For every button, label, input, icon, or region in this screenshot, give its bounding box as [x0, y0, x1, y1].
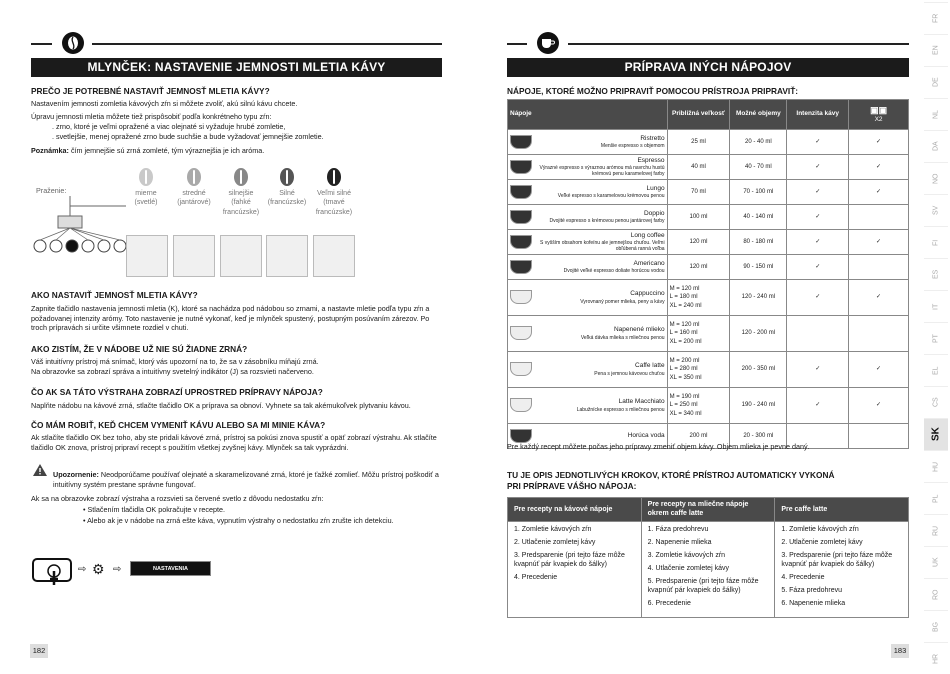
beverage-cell [508, 316, 668, 352]
col-header: Pre recepty na kávové nápoje [508, 498, 642, 522]
roast-label: Praženie: [36, 186, 67, 195]
cup-icon [510, 210, 532, 224]
step-item: 2. Napenenie mlieka [647, 538, 712, 546]
size-value: M = 120 ml [669, 322, 700, 329]
warning-icon [33, 464, 47, 476]
warning [53, 470, 443, 489]
size-cell [667, 388, 730, 424]
language-tab-sv[interactable]: SV [924, 194, 948, 226]
step-item: 4. Utlačenie zomletej kávy [647, 565, 729, 573]
roast-level-medium [168, 168, 220, 208]
header-rule-left [31, 43, 52, 45]
bullet: • Stlačením tlačidla OK pokračujte v recepte. [83, 505, 225, 514]
beverage-cell [508, 230, 668, 255]
table-row [508, 316, 909, 352]
volume-cell: 190 - 240 ml [730, 388, 787, 424]
beverage-name: Horúca voda [627, 431, 665, 439]
language-tab-ro[interactable]: RO [924, 578, 948, 610]
roast-level-label: stredné [182, 190, 206, 197]
volume-cell: 120 - 240 ml [730, 280, 787, 316]
paragraph: Na obrazovke sa zobrazí správa a intuitívny svetelný indikátor (J) sa rozsvieti načerveno. [31, 367, 314, 376]
header-rule-right [92, 43, 442, 45]
note-text: čím jemnejšie sú zrná zomleté, tým výraznejšia je ich aróma. [68, 146, 265, 155]
roast-level-label: (jantárové) [177, 199, 211, 207]
page-number: 182 [30, 644, 48, 658]
roast-level-light [120, 168, 172, 208]
paragraph: Zapnite tlačidlo nastavenia jemnosti mletia (K), ktoré sa nachádza pod nádobou so zrnami, a nastavte mletie podľa typu zŕn a požadovanej intenzity arómy. Toto nastavenie je nutné vykonať, keď je mlynček spustený, postupným posúvaním zárezov. Po troch prípravách si určite všimnete rozdiel v chuti. [31, 304, 430, 333]
grind-setting-image [220, 235, 262, 277]
size-value: L = 160 ml [669, 330, 698, 337]
grind-setting-image [313, 235, 355, 277]
size-value: M = 120 ml [669, 286, 700, 293]
steps-cell [775, 521, 909, 617]
beverage-cell [508, 130, 668, 155]
roast-level-label: (svetlé) [134, 199, 158, 207]
beverage-desc: Menšie espresso s objemom [600, 143, 665, 150]
table-row [508, 388, 909, 424]
bullet: • Alebo ak je v nádobe na zrná ešte káva, vypnutím výstrahy o nedostatku zŕn zrušte ich detekciu. [83, 516, 394, 525]
warning-label: Upozornenie: [53, 470, 99, 479]
language-tab-fi[interactable]: FI [924, 226, 948, 258]
header-rule-left [507, 43, 527, 45]
table-row [508, 205, 909, 230]
language-tab-fr[interactable]: FR [924, 2, 948, 34]
double-cup-cell [849, 424, 909, 449]
coffee-bean-icon [139, 168, 153, 186]
coffee-bean-icon [234, 168, 248, 186]
bullet: . svetlejšie, menej opražené zrno bude suchšie a bude vyžadovať jemnejšie zomletie. [52, 132, 324, 141]
beverage-name: Americano [633, 259, 665, 267]
double-cup-cell: ✓ [849, 155, 909, 180]
roast-level-very-strong [308, 168, 360, 217]
double-cup-icon: ▣▣ [870, 105, 888, 116]
arrow-icon: ⇨ [113, 564, 122, 575]
volume-cell: 70 - 100 ml [730, 180, 787, 205]
cup-icon [510, 185, 532, 199]
intensity-cell [787, 316, 849, 352]
table-note: Pre každý recept môžete počas jeho prípravy zmeniť objem kávy. Objem mlieka je pevne daný. [507, 442, 810, 451]
language-tab-es[interactable]: ES [924, 258, 948, 290]
intensity-cell: ✓ [787, 230, 849, 255]
table-row [508, 255, 909, 280]
beverage-table [507, 99, 909, 449]
step-item: 3. Zomletie kávových zŕn [647, 552, 726, 560]
beverage-desc: Dvojité veľké espresso doliate horúcou vodou [563, 268, 665, 275]
steps-cell [508, 521, 642, 617]
coffee-bean-icon [327, 168, 341, 186]
beverage-cell [508, 352, 668, 388]
col-header: Nápoje [508, 100, 668, 130]
header-rule-right [568, 43, 909, 45]
step-item: 6. Precedenie [647, 600, 691, 608]
coffee-bean-icon [187, 168, 201, 186]
size-cell: 70 ml [667, 180, 730, 205]
steps-table [507, 497, 909, 618]
col-header: Možné objemy [730, 100, 787, 130]
settings-button[interactable]: NASTAVENIA [130, 561, 211, 576]
section-heading: ČO AK SA TÁTO VÝSTRAHA ZOBRAZÍ UPROSTRED PRÍPRAVY NÁPOJA? [31, 387, 323, 397]
size-cell [667, 352, 730, 388]
step-item: 5. Fáza predohrevu [781, 587, 843, 595]
table-row [508, 155, 909, 180]
step-item: 1. Fáza predohrevu [647, 525, 709, 533]
section-heading: AKO NASTAVIŤ JEMNOSŤ MLETIA KÁVY? [31, 290, 198, 300]
intensity-cell: ✓ [787, 352, 849, 388]
roast-level-label: (fahké [231, 199, 251, 207]
paragraph: Ak stlačíte tlačidlo OK bez toho, aby ste pridali kávové zrná, prístroj sa pokúsi znova spustiť a opäť zobrazí výstrahu. Ak stlačíte tlačidlo OK znova, prístroj pripraví recept s použitím všetkej zvyšnej kávy. Mlynček sa tak vyprázdni. [31, 433, 437, 452]
beverage-cell [508, 180, 668, 205]
beverage-desc: Labužnícke espresso s mliečnou penou [576, 406, 665, 413]
bullet-text: Stlačením tlačidla OK pokračujte v recepte. [87, 505, 225, 514]
table-row [508, 280, 909, 316]
section-heading: NÁPOJE, KTORÉ MOŽNO PRIPRAVIŤ POMOCOU PRÍSTROJA PRIPRAVIŤ: [507, 86, 799, 96]
intensity-cell: ✓ [787, 205, 849, 230]
beverage-desc: Výrazné espresso s výraznou arómou má navrchu hustú krémovú penu karamelovej farby [539, 165, 665, 178]
beverage-desc: Veľké espresso s karamelovou krémovou penou [557, 193, 665, 200]
step-item: 4. Precedenie [781, 574, 825, 582]
size-cell [667, 280, 730, 316]
section-heading: PRI PRÍPRAVE VÁŠHO NÁPOJA: [507, 481, 637, 491]
double-cup-cell: ✓ [849, 280, 909, 316]
beverage-desc: Vyrovnaný pomer mlieka, peny a kávy [580, 298, 665, 305]
volume-cell: 20 - 300 ml [730, 424, 787, 449]
language-tab-cs[interactable]: CS [924, 386, 948, 418]
section-heading: PREČO JE POTREBNÉ NASTAVIŤ JEMNOSŤ MLETIA KÁVY? [31, 86, 270, 96]
language-tab-bg[interactable]: BG [924, 610, 948, 642]
cup-icon [510, 135, 532, 149]
cup-icon [510, 290, 532, 304]
intensity-cell: ✓ [787, 388, 849, 424]
right-page [478, 0, 920, 674]
double-cup-header [849, 100, 909, 130]
coffee-cup-icon [537, 32, 559, 54]
bullet-text: Alebo ak je v nádobe na zrná ešte káva, vypnutím výstrahy o nedostatku zŕn zrušte ich detekciu. [87, 516, 394, 525]
page-title: PRÍPRAVA INÝCH NÁPOJOV [507, 58, 909, 77]
step-item: 1. Zomletie kávových zŕn [781, 525, 859, 533]
double-cup-cell [849, 316, 909, 352]
beverage-desc: Pena s jemnou kávovou chuťou [594, 370, 665, 377]
intensity-cell: ✓ [787, 130, 849, 155]
intensity-cell: ✓ [787, 255, 849, 280]
intensity-cell: ✓ [787, 280, 849, 316]
roast-level-label: francúzske) [222, 208, 260, 216]
table-row [508, 230, 909, 255]
volume-cell: 20 - 40 ml [730, 130, 787, 155]
bullet: . zrno, ktoré je veľmi opražené a viac olejnaté si vyžaduje hrubé zomletie, [52, 122, 286, 131]
beverage-desc: S vyšším obsahom kofeínu ale jemnejšou chuťou. Veľmi obľúbená ranná voľba [540, 240, 665, 253]
language-tab-en[interactable]: EN [924, 34, 948, 66]
steps-cell [641, 521, 775, 617]
size-cell [667, 316, 730, 352]
beverage-cell [508, 280, 668, 316]
page-title: MLYNČEK: NASTAVENIE JEMNOSTI MLETIA KÁVY [31, 58, 442, 77]
left-page [0, 0, 472, 674]
step-item: 3. Predsparenie (pri tejto fáze môže kvapnúť pár kvapiek do šálky) [781, 552, 893, 569]
language-tab-it[interactable]: IT [924, 290, 948, 322]
intensity-cell: ✓ [787, 155, 849, 180]
gear-icon: ⚙ [92, 561, 105, 577]
beverage-desc: Dvojité espresso s krémovou penou jantárovej farby [549, 218, 665, 225]
volume-cell: 90 - 150 ml [730, 255, 787, 280]
step-item: 2. Utlačenie zomletej kávy [514, 538, 596, 546]
cup-icon [510, 160, 532, 174]
roast-level-label: francúzske) [315, 208, 353, 216]
roast-level-label: silnejšie [228, 190, 254, 197]
step-item: 3. Predsparenie (pri tejto fáze môže kvapnúť pár kvapiek do šálky) [514, 552, 625, 569]
col-header: Pre caffe latte [775, 498, 909, 522]
beverage-cell [508, 255, 668, 280]
steps-row [508, 521, 909, 617]
language-tab-da[interactable]: DA [924, 130, 948, 162]
paragraph: Úpravu jemnosti mletia môžete tiež prispôsobiť podľa konkrétneho typu zŕn: [31, 112, 272, 121]
grind-setting-image [173, 235, 215, 277]
grind-setting-image [126, 235, 168, 277]
beverage-name: Doppio [643, 209, 665, 217]
step-item: 4. Precedenie [514, 574, 558, 582]
language-tab-sk[interactable]: SK [924, 418, 948, 450]
language-tab-ru[interactable]: RU [924, 514, 948, 546]
language-tab-el[interactable]: EL [924, 354, 948, 386]
size-cell: 120 ml [667, 255, 730, 280]
note [31, 146, 264, 156]
double-cup-cell [849, 205, 909, 230]
paragraph: Ak sa na obrazovke zobrazí výstraha a rozsvieti sa červené svetlo z dôvodu nedostatku zŕn: [31, 494, 324, 503]
beverage-name: Long coffee [630, 231, 665, 239]
beverage-name: Latte Macchiato [618, 398, 665, 406]
roast-level-stronger [215, 168, 267, 217]
language-tab-hr[interactable]: HR [924, 642, 948, 674]
beverage-name: Cappuccino [630, 290, 665, 298]
size-value: L = 280 ml [669, 366, 698, 373]
double-cup-cell: ✓ [849, 352, 909, 388]
cup-icon [510, 362, 532, 376]
step-item: 2. Utlačenie zomletej kávy [781, 538, 863, 546]
volume-cell: 80 - 180 ml [730, 230, 787, 255]
step-item: 1. Zomletie kávových zŕn [514, 525, 592, 533]
roast-level-label: Silné [279, 190, 295, 197]
size-value: M = 200 ml [669, 358, 700, 365]
double-cup-cell: ✓ [849, 230, 909, 255]
roast-level-label: mierne [135, 190, 157, 197]
table-row [508, 180, 909, 205]
roast-level-label: (tmavé [323, 199, 345, 207]
size-cell: 120 ml [667, 230, 730, 255]
language-tab-pt[interactable]: PT [924, 322, 948, 354]
volume-cell: 200 - 350 ml [730, 352, 787, 388]
page-number: 183 [891, 644, 909, 658]
arrow-icon: ⇨ [78, 564, 87, 575]
volume-cell: 120 - 200 ml [730, 316, 787, 352]
touch-button-icon [32, 557, 76, 589]
volume-cell: 40 - 70 ml [730, 155, 787, 180]
beverage-name: Napenené mlieko [613, 326, 665, 334]
beverage-desc: Veľká dávka mlieka s mliečnou penou [580, 334, 665, 341]
volume-cell: 40 - 140 ml [730, 205, 787, 230]
language-tab-pl[interactable]: PL [924, 482, 948, 514]
cup-icon [510, 398, 532, 412]
double-cup-cell: ✓ [849, 180, 909, 205]
grind-setting-image [266, 235, 308, 277]
language-tab-uk[interactable]: UK [924, 546, 948, 578]
grinder-dial-illustration [30, 196, 130, 262]
col-header: Intenzita kávy [787, 100, 849, 130]
size-value: L = 180 ml [669, 294, 698, 301]
step-item: 6. Napenenie mlieka [781, 600, 846, 608]
col-header: X2 [874, 116, 883, 124]
size-value: XL = 340 ml [669, 410, 702, 417]
size-cell: 25 ml [667, 130, 730, 155]
paragraph: Nastavením jemnosti zomletia kávových zŕn si môžete zvoliť, akú silnú kávu chcete. [31, 99, 298, 108]
size-cell: 100 ml [667, 205, 730, 230]
double-cup-cell: ✓ [849, 388, 909, 424]
size-value: XL = 200 ml [669, 338, 702, 345]
col-header: Pre recepty na mliečne nápoje okrem caffe latte [641, 498, 775, 522]
steps-header-row [508, 498, 909, 522]
section-heading: AKO ZISTÍM, ŽE V NÁDOBE UŽ NIE SÚ ŽIADNE ZRNÁ? [31, 344, 248, 354]
size-value: L = 250 ml [669, 402, 698, 409]
paragraph: Naplňte nádobu na kávové zrná, stlačte tlačidlo OK a príprava sa obnoví. Vyhnete sa tak akémukoľvek plytvaniu kávou. [31, 401, 411, 410]
cup-icon [510, 326, 532, 340]
section-heading: TU JE OPIS JEDNOTLIVÝCH KROKOV, KTORÉ PRÍSTROJ AUTOMATICKY VYKONÁ [507, 470, 835, 480]
size-cell: 40 ml [667, 155, 730, 180]
table-header-row [508, 100, 909, 130]
cup-icon [510, 260, 532, 274]
language-tab-hu[interactable]: HU [924, 450, 948, 482]
double-cup-cell [849, 255, 909, 280]
double-cup-cell: ✓ [849, 130, 909, 155]
cup-icon [510, 429, 532, 443]
beverage-cell [508, 205, 668, 230]
size-value: XL = 240 ml [669, 302, 702, 309]
beverage-cell [508, 388, 668, 424]
roast-level-label: (francúzske) [267, 199, 307, 207]
language-tab-no[interactable]: NO [924, 162, 948, 194]
language-tab-de[interactable]: DE [924, 66, 948, 98]
intensity-cell: ✓ [787, 180, 849, 205]
cup-icon [510, 235, 532, 249]
table-row [508, 130, 909, 155]
warning-text: Neodporúčame používať olejnaté a skaramelizované zrná, ktoré je ťažké zomlieť. Môžu prístroj poškodiť a intuitívny systém prestane správne fungovať. [53, 470, 439, 489]
paragraph: Váš intuitívny prístroj má snímač, ktorý vás upozorní na to, že sa v zásobníku míňajú zrná. [31, 357, 319, 366]
table-row [508, 352, 909, 388]
step-item: 5. Predsparenie (pri tejto fáze môže kvapnúť pár kvapiek do šálky) [647, 578, 759, 595]
size-value: M = 190 ml [669, 394, 700, 401]
col-header: Približná veľkosť [667, 100, 730, 130]
size-cell: 200 ml [667, 424, 730, 449]
note-label: Poznámka: [31, 146, 69, 155]
coffee-bean-icon [62, 32, 84, 54]
language-tab-nl[interactable]: NL [924, 98, 948, 130]
beverage-cell [508, 155, 668, 180]
size-value: XL = 350 ml [669, 374, 702, 381]
coffee-bean-icon [280, 168, 294, 186]
roast-level-label: Veľmi silné [317, 190, 351, 197]
roast-level-strong [261, 168, 313, 208]
language-tabs [920, 0, 950, 674]
section-heading: ČO MÁM ROBIŤ, KEĎ CHCEM VYMENIŤ KÁVU ALEBO SA MI MINIE KÁVA? [31, 420, 326, 430]
beverage-name: Ristretto [640, 134, 665, 142]
beverage-name: Lungo [646, 184, 665, 192]
beverage-name: Caffe latte [635, 362, 665, 370]
beverage-name: Espresso [637, 156, 665, 164]
